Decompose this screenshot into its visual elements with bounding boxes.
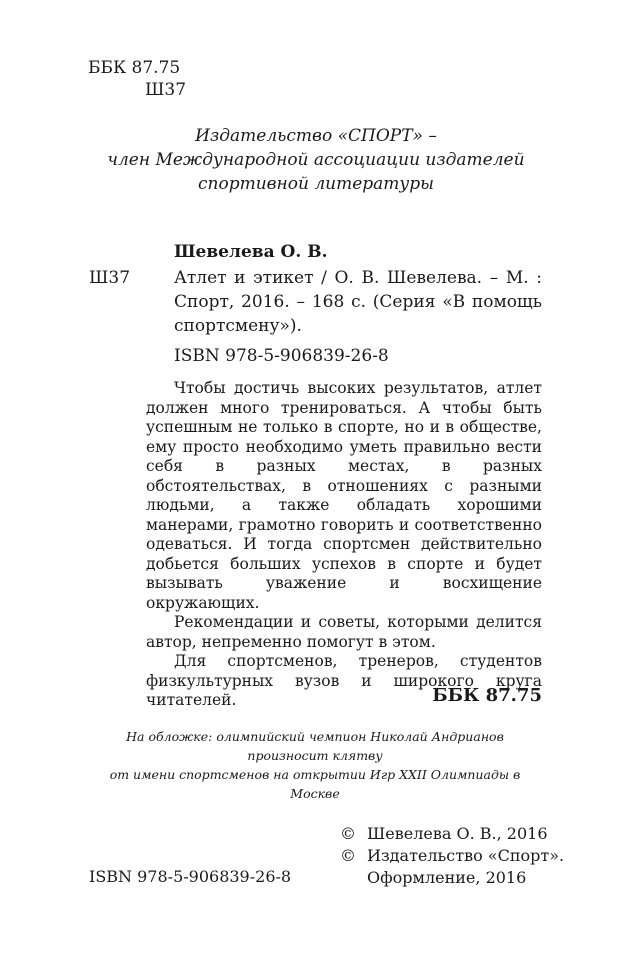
copyright-author-text: Шевелева О. В., 2016 (367, 824, 548, 843)
bbk-index-top (88, 58, 228, 102)
cover-note-line: На обложке: олимпийский чемпион Николай Андрианов произносит клятву (126, 729, 504, 763)
cover-note-line: от имени спортсменов на открытии Игр XXII Олимпиады в Москве (109, 767, 521, 801)
copyright-icon: © (340, 846, 356, 865)
annotation (146, 379, 542, 711)
copyright-author (340, 823, 570, 845)
catalog-author: Шевелева О. В. (174, 242, 328, 262)
publisher-note-line: Издательство «СПОРТ» – (195, 126, 437, 146)
bbk-code: ББК 87.75 (88, 58, 181, 78)
bibliographic-entry: Атлет и этикет / О. В. Шевелева. – М. : Спорт, 2016. – 168 с. (Серия «В помощь спортсмену»). (174, 268, 542, 336)
publisher-note (90, 124, 542, 196)
publisher-note-line: член Международной ассоциации издателей (107, 150, 525, 170)
copyright-block (340, 823, 570, 889)
copyright-publisher-text: Издательство «Спорт». (367, 846, 565, 865)
bbk-index-bottom: ББК 87.75 (432, 685, 542, 706)
annotation-paragraph: Рекомендации и советы, которыми делится автор, непременно помогут в этом. (146, 613, 542, 651)
isbn-bottom: ISBN 978-5-906839-26-8 (89, 867, 292, 886)
catalog-author-code: Ш37 (89, 268, 131, 288)
annotation-paragraph: Чтобы достичь высоких результатов, атлет должен много тренироваться. А чтобы быть успешным не только в спорте, но и в обществе, ему просто необходимо уметь правильно вести себя в разных местах, в разных обстоятельствах, в отношениях с разными людьми, а также обладать хорошими манерами, грамотно говорить и соответственно одеваться. И тогда спортсмен действительно добьется больших успехов в спорте и будет вызывать уважение и восхищение окружающих. (146, 379, 542, 612)
copyright-icon: © (340, 824, 356, 843)
annotation-paragraph: Для спортсменов, тренеров, студентов физкультурных вузов и широкого круга читателей. (146, 652, 542, 709)
catalog-isbn: ISBN 978-5-906839-26-8 (174, 346, 389, 366)
copyright-publisher (340, 845, 570, 867)
copyright-design-text: Оформление, 2016 (367, 868, 527, 887)
publisher-note-line: спортивной литературы (197, 174, 435, 194)
cover-note (88, 727, 542, 803)
author-sign-code: Ш37 (145, 80, 187, 100)
